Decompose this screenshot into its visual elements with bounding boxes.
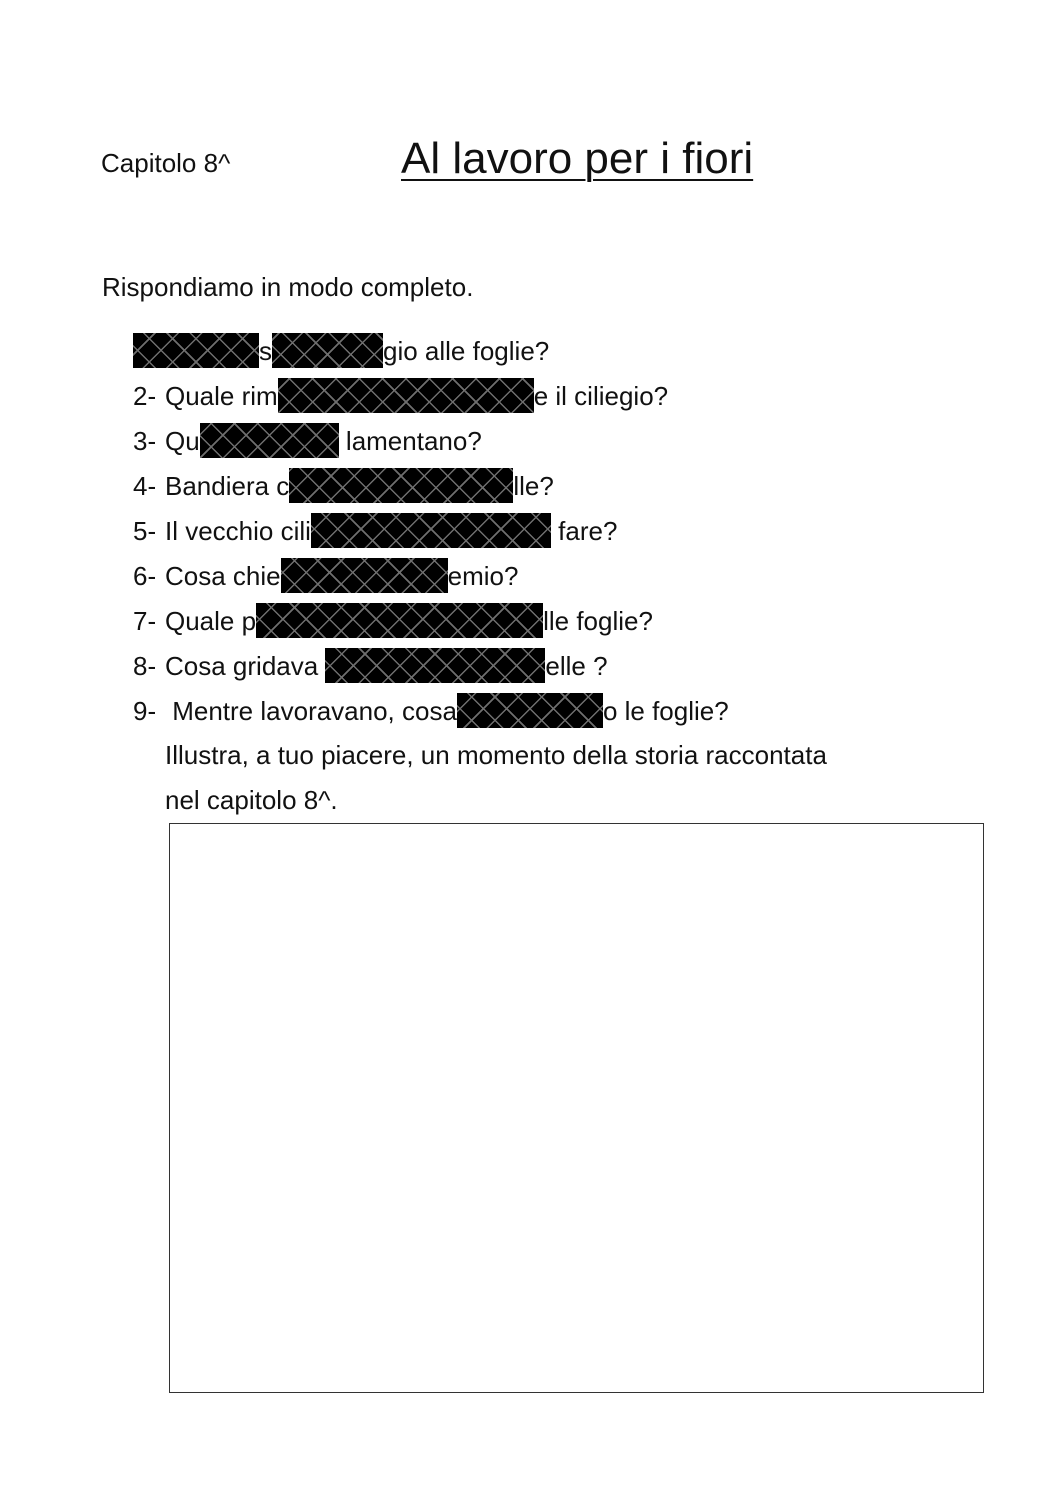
redaction-block <box>272 333 383 368</box>
question-3 <box>133 423 482 459</box>
question-number: 8- <box>133 651 157 681</box>
illustration-prompt-line-2: nel capitolo 8^. <box>165 785 338 815</box>
question-number: 9- <box>133 696 157 726</box>
redaction-block <box>281 558 448 593</box>
question-text-after: o le foglie? <box>602 696 729 726</box>
question-number: 4- <box>133 471 157 501</box>
question-5 <box>133 513 617 549</box>
illustration-prompt-line-1: Illustra, a tuo piacere, un momento della storia raccontata <box>165 740 827 770</box>
question-text-before: Mentre lavoravano, cosa <box>165 696 457 726</box>
redaction-block <box>256 603 543 638</box>
question-4 <box>133 468 554 504</box>
question-text-before: Cosa chie <box>165 561 281 591</box>
question-6 <box>133 558 518 594</box>
drawing-area[interactable] <box>169 823 984 1393</box>
redaction-block <box>133 333 259 368</box>
redaction-block <box>200 423 339 458</box>
redaction-block <box>278 378 534 413</box>
chapter-label: Capitolo 8^ <box>101 148 231 178</box>
redaction-block <box>325 648 545 683</box>
question-number: 2- <box>133 381 157 411</box>
question-text-before: Bandiera c <box>165 471 290 501</box>
question-text-before: Quale p <box>165 606 257 636</box>
question-text-after: elle ? <box>545 651 608 681</box>
question-2 <box>133 378 668 414</box>
question-9 <box>133 693 729 729</box>
redaction-block <box>457 693 603 728</box>
instruction-text: Rispondiamo in modo completo. <box>102 272 474 302</box>
redaction-block <box>289 468 513 503</box>
question-text-before: Qu <box>165 426 200 456</box>
question-text-before: Quale rim <box>165 381 278 411</box>
question-number: 7- <box>133 606 157 636</box>
question-1 <box>133 333 549 369</box>
question-number: 6- <box>133 561 157 591</box>
question-8 <box>133 648 608 684</box>
page-title: Al lavoro per i fiori <box>401 134 754 183</box>
question-number: 5- <box>133 516 157 546</box>
question-text-before: Il vecchio cili <box>165 516 311 546</box>
question-text-before: Cosa gridava <box>165 651 326 681</box>
question-text-after: lle? <box>513 471 554 501</box>
question-text-fragment: s <box>259 336 272 366</box>
question-text-after: gio alle foglie? <box>383 336 550 366</box>
question-text-after: fare? <box>550 516 618 546</box>
question-text-after: emio? <box>447 561 519 591</box>
question-number: 3- <box>133 426 157 456</box>
question-7 <box>133 603 653 639</box>
question-text-after: e il ciliegio? <box>533 381 669 411</box>
question-text-after: lamentano? <box>338 426 482 456</box>
question-text-after: lle foglie? <box>543 606 653 636</box>
redaction-block <box>311 513 551 548</box>
